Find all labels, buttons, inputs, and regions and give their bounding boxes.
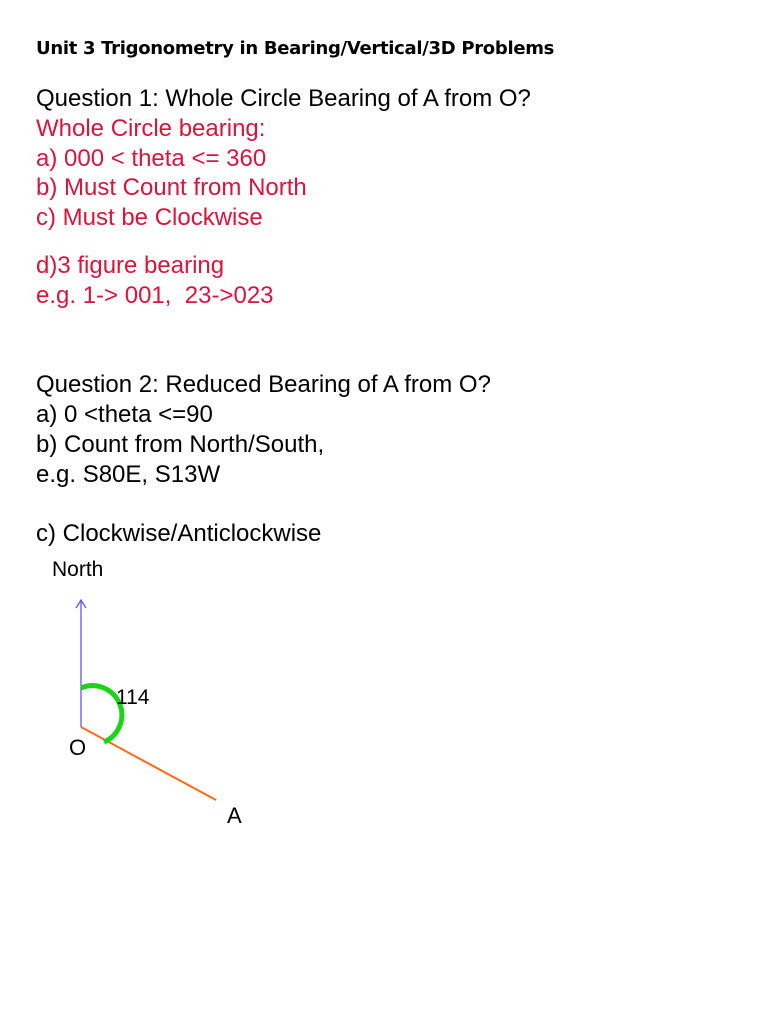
origin-label: O: [69, 735, 87, 760]
q1-rule-d: d)3 figure bearing: [36, 252, 225, 279]
north-label: North: [52, 558, 104, 581]
bearing-ray: [81, 727, 216, 800]
q1-rule-a: a) 000 < theta <= 360: [36, 145, 267, 172]
angle-label: 114: [116, 686, 150, 709]
page-title: Unit 3 Trigonometry in Bearing/Vertical/3D Problems: [36, 38, 555, 59]
q1-example: e.g. 1-> 001, 23->023: [36, 282, 274, 309]
q2-example: e.g. S80E, S13W: [36, 461, 221, 488]
q2-rule-c: c) Clockwise/Anticlockwise: [36, 520, 322, 547]
q1-heading: Whole Circle bearing:: [36, 115, 266, 142]
q2-question: Question 2: Reduced Bearing of A from O?: [36, 371, 491, 398]
bearing-diagram: [0, 550, 768, 850]
q1-rule-b: b) Must Count from North: [36, 174, 307, 201]
point-a-label: A: [227, 803, 242, 828]
q1-rule-c: c) Must be Clockwise: [36, 204, 263, 231]
q1-question: Question 1: Whole Circle Bearing of A from O?: [36, 85, 531, 112]
q2-rule-a: a) 0 <theta <=90: [36, 401, 213, 428]
q2-rule-b: b) Count from North/South,: [36, 431, 325, 458]
